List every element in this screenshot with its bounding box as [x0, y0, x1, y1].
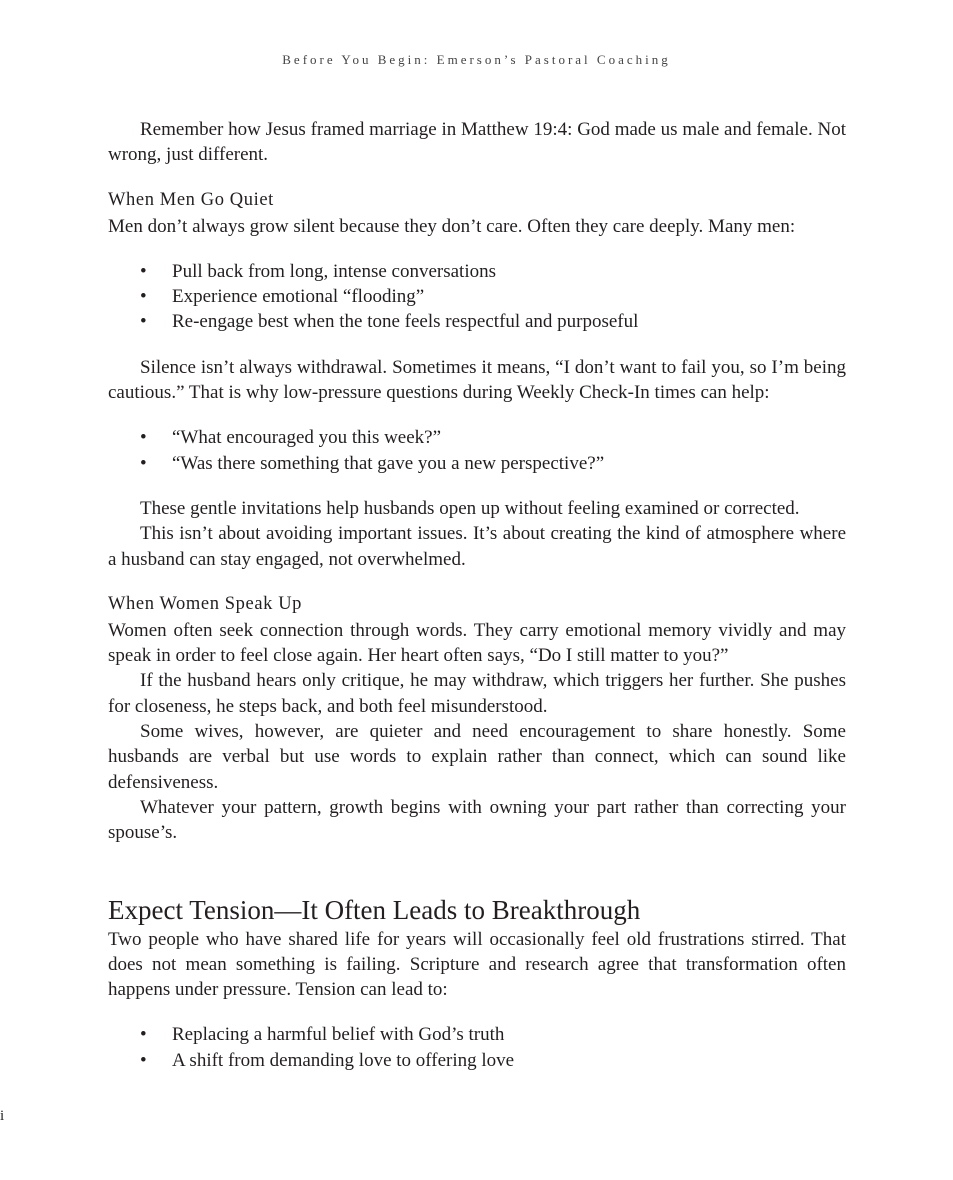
bullet-glyph: • [140, 1024, 147, 1046]
list-item: • “What encouraged you this week?” [108, 425, 846, 450]
quieter-wives-paragraph: Some wives, however, are quieter and need encouragement to share honestly. Some husbands are verbal but use words to explain rather than connect, which can sound like defensiveness. [108, 721, 846, 793]
checkin-question-list [108, 425, 846, 476]
list-item: • Pull back from long, intense conversations [108, 259, 846, 284]
list-item: • “Was there something that gave you a new perspective?” [108, 451, 846, 476]
women-lead-paragraph: Women often seek connection through words. They carry emotional memory vividly and may speak in order to feel close again. Her heart often says, “Do I still matter to you?” [108, 619, 846, 667]
critique-paragraph: If the husband hears only critique, he may withdraw, which triggers her further. She pushes for closeness, he steps back, and both feel misunderstood. [108, 670, 846, 717]
running-head: Before You Begin: Emerson’s Pastoral Coaching [282, 52, 671, 67]
page-number: i [0, 1108, 5, 1124]
men-lead-paragraph: Men don’t always grow silent because they don’t care. Often they care deeply. Many men: [108, 215, 796, 237]
intro-paragraph: Remember how Jesus framed marriage in Matthew 19:4: God made us male and female. Not wrong, just different. [108, 119, 846, 166]
silence-paragraph: Silence isn’t always withdrawal. Sometimes it means, “I don’t want to fail you, so I’m being cautious.” That is why low-pressure questions during Weekly Check-In times can help: [108, 356, 846, 404]
bullet-glyph: • [140, 311, 147, 333]
body-text [108, 117, 846, 1093]
bullet-glyph: • [140, 286, 147, 308]
list-item: • A shift from demanding love to offering love [108, 1048, 846, 1073]
bullet-glyph: • [140, 260, 147, 282]
tension-lead-paragraph: Two people who have shared life for years will occasionally feel old frustrations stirred. That does not mean something is failing. Scripture and research agree that transformation often happens under pressure. Tension can lead to: [108, 928, 846, 1001]
tension-bullet-list [108, 1022, 846, 1073]
list-item: • Experience emotional “flooding” [108, 284, 846, 309]
pattern-paragraph: Whatever your pattern, growth begins with owning your part rather than correcting your spouse’s. [108, 796, 846, 844]
women-section-heading: When Women Speak Up [108, 593, 303, 614]
list-item: • Re-engage best when the tone feels respectful and purposeful [108, 309, 846, 334]
bullet-glyph: • [140, 427, 147, 449]
invitations-paragraph: These gentle invitations help husbands open up without feeling examined or corrected. [140, 497, 800, 519]
bullet-glyph: • [140, 452, 147, 474]
atmosphere-paragraph: This isn’t about avoiding important issues. It’s about creating the kind of atmosphere where a husband can stay engaged, not overwhelmed. [108, 523, 846, 570]
list-item: • Replacing a harmful belief with God’s truth [108, 1022, 846, 1047]
men-section-heading: When Men Go Quiet [108, 189, 274, 210]
bullet-glyph: • [140, 1049, 147, 1071]
men-bullet-list [108, 259, 846, 335]
tension-section-heading: Expect Tension—It Often Leads to Breakthrough [108, 894, 641, 925]
